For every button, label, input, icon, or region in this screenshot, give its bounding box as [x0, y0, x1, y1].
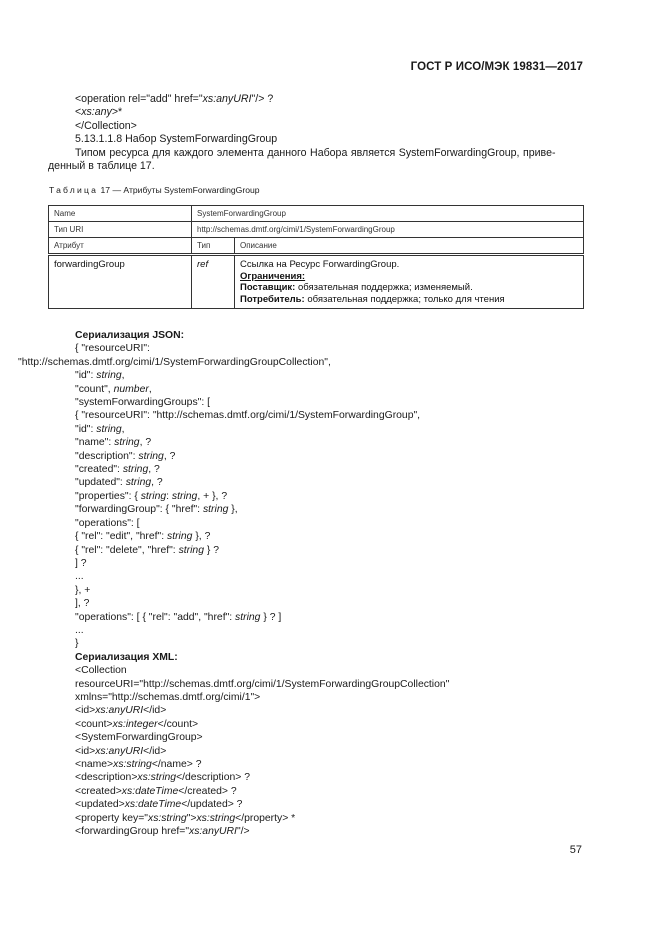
uri-label-cell: Тип URI — [49, 222, 192, 238]
document-header: ГОСТ Р ИСО/МЭК 19831—2017 — [410, 61, 583, 73]
code-line: resourceURI="http://schemas.dmtf.org/cimi/1/SystemForwardingGroupCollection" — [75, 678, 450, 690]
collection-close-line: </Collection> — [75, 119, 137, 132]
code-line: ... — [75, 624, 84, 636]
code-line: <created>xs:dateTime</created> ? — [75, 785, 237, 797]
uri-value-cell: http://schemas.dmtf.org/cimi/1/SystemForwardingGroup — [192, 222, 584, 238]
type-cell: ref — [192, 255, 235, 309]
code-line: <name>xs:string</name> ? — [75, 759, 202, 770]
code-line: } — [75, 638, 79, 650]
desc-cell: Ссылка на Ресурс ForwardingGroup. Ограничения: Поставщик: обязательная поддержка; изменяемый. Потребитель: обязательная поддержка; только для чтения — [235, 255, 584, 309]
code-line: "properties": { string: string, + }, ? — [75, 490, 228, 502]
attributes-table — [48, 205, 584, 309]
code-line: "forwardingGroup": { "href": string }, — [75, 504, 238, 516]
code-line: <count>xs:integer</count> — [75, 718, 199, 730]
paragraph-line: Типом ресурса для каждого элемента данного Набора является SystemForwardingGroup, приве- — [75, 146, 556, 159]
operation-line: <operation rel="add" href="xs:anyURI"/> ? — [75, 93, 274, 105]
code-line: { "resourceURI": — [75, 343, 150, 355]
code-line: xmlns="http://schemas.dmtf.org/cimi/1"> — [75, 691, 261, 703]
code-line: "created": string, ? — [75, 464, 160, 476]
code-line: ] ? — [75, 557, 87, 569]
code-line: <updated>xs:dateTime</updated> ? — [75, 799, 243, 811]
code-line: <id>xs:anyURI</id> — [75, 705, 167, 717]
code-line: "id": string, — [75, 370, 125, 382]
type-header: Тип — [192, 238, 235, 255]
name-label-cell: Name — [49, 206, 192, 222]
name-value-cell: SystemForwardingGroup — [192, 206, 584, 222]
code-line: }, + — [75, 584, 91, 596]
code-line: { "rel": "edit", "href": string }, ? — [75, 531, 211, 543]
code-line: <forwardingGroup href="xs:anyURI"/> — [75, 826, 250, 838]
table-row — [49, 206, 584, 222]
code-line: ], ? — [75, 598, 90, 610]
code-line: { "resourceURI": "http://schemas.dmtf.org/cimi/1/SystemForwardingGroup", — [75, 410, 421, 422]
attr-cell: forwardingGroup — [49, 255, 192, 309]
attr-header: Атрибут — [49, 238, 192, 255]
code-line: "operations": [ { "rel": "add", "href": string } ? ] — [75, 611, 282, 623]
table-header-row — [49, 238, 584, 255]
code-line: "systemForwardingGroups": [ — [75, 397, 210, 409]
code-line: <Collection — [75, 665, 127, 677]
desc-header: Описание — [235, 238, 584, 255]
code-line: "name": string, ? — [75, 437, 152, 449]
code-line: <id>xs:anyURI</id> — [75, 745, 167, 757]
intro-block — [48, 93, 583, 173]
table-row — [49, 255, 584, 309]
code-line: ... — [75, 571, 84, 583]
code-line: "id": string, — [75, 423, 125, 435]
code-line: "updated": string, ? — [75, 477, 163, 489]
section-heading: 5.13.1.1.8 Набор SystemForwardingGroup — [75, 133, 278, 146]
code-line: "operations": [ — [75, 517, 140, 529]
json-title: Сериализация JSON: — [75, 330, 185, 341]
table-row — [49, 222, 584, 238]
code-line: "http://schemas.dmtf.org/cimi/1/SystemForwardingGroupCollection", — [18, 356, 331, 368]
paragraph-line: денный в таблице 17. — [48, 160, 155, 173]
xml-title: Сериализация XML: — [75, 651, 178, 663]
any-line: <xs:any>* — [75, 106, 123, 119]
code-line: "count", number, — [75, 383, 152, 395]
page-number: 57 — [569, 844, 582, 856]
json-serialization — [18, 329, 615, 838]
code-line: { "rel": "delete", "href": string } ? — [75, 544, 220, 556]
table-caption: Таблица 17 — Атрибуты SystemForwardingGroup — [49, 185, 260, 195]
code-line: <description>xs:string</description> ? — [75, 772, 251, 784]
code-line: <property key="xs:string">xs:string</property> * — [75, 812, 296, 824]
code-line: <SystemForwardingGroup> — [75, 732, 203, 744]
code-line: "description": string, ? — [75, 450, 176, 462]
